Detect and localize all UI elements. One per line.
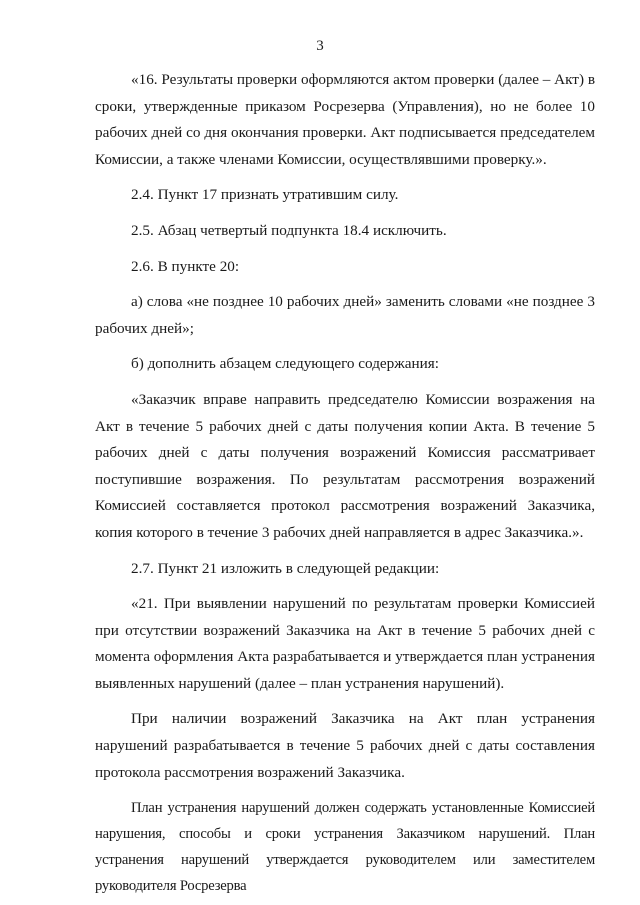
- page-number: 3: [316, 38, 324, 54]
- paragraph-objections-plan: При наличии возражений Заказчика на Акт план устранения нарушений разрабатывается в течение 5 рабочих дней с даты составления протокола рассмотрения возражений Заказчика.: [95, 710, 595, 781]
- paragraph-2-6: 2.6. В пункте 20:: [131, 257, 240, 275]
- paragraph-item-16: «16. Результаты проверки оформляются актом проверки (далее – Акт) в сроки, утвержденные приказом Росрезерва (Управления), но не более 10 рабочих дней со дня окончания проверки. Акт подписывается председателем Комиссии, а также членами Комиссии, осуществлявшими проверку.».: [95, 71, 595, 168]
- paragraph-objections: «Заказчик вправе направить председателю Комиссии возражения на Акт в течение 5 рабочих дней с даты получения копии Акта. В течение 5 рабочих дней с даты получения возражений Комиссия рассматривает поступившие возражения. По результатам рассмотрения возражений Комиссией составляется протокол рассмотрения возражений Заказчика, копия которого в течение 3 рабочих дней направляется в адрес Заказчика.».: [95, 390, 595, 541]
- paragraph-item-21: «21. При выявлении нарушений по результатам проверки Комиссией при отсутствии возражений Заказчика на Акт в течение 5 рабочих дней с момента оформления Акта разрабатывается и утверждается план устранения выявленных нарушений (далее – план устранения нарушений).: [95, 595, 595, 692]
- paragraph-2-5: 2.5. Абзац четвертый подпункта 18.4 исключить.: [131, 221, 447, 239]
- document-body: [95, 67, 595, 899]
- paragraph-2-6-a: а) слова «не позднее 10 рабочих дней» заменить словами «не позднее 3 рабочих дней»;: [95, 293, 595, 337]
- paragraph-2-7: 2.7. Пункт 21 изложить в следующей редакции:: [131, 559, 440, 577]
- paragraph-2-4: 2.4. Пункт 17 признать утратившим силу.: [131, 186, 399, 204]
- paragraph-2-6-b: б) дополнить абзацем следующего содержания:: [131, 355, 439, 373]
- paragraph-plan-content: План устранения нарушений должен содержать установленные Комиссией нарушения, способы и сроки устранения Заказчиком нарушений. План устранения нарушений утверждается руководителем или заместителем руководителя Росрезерва: [95, 800, 595, 895]
